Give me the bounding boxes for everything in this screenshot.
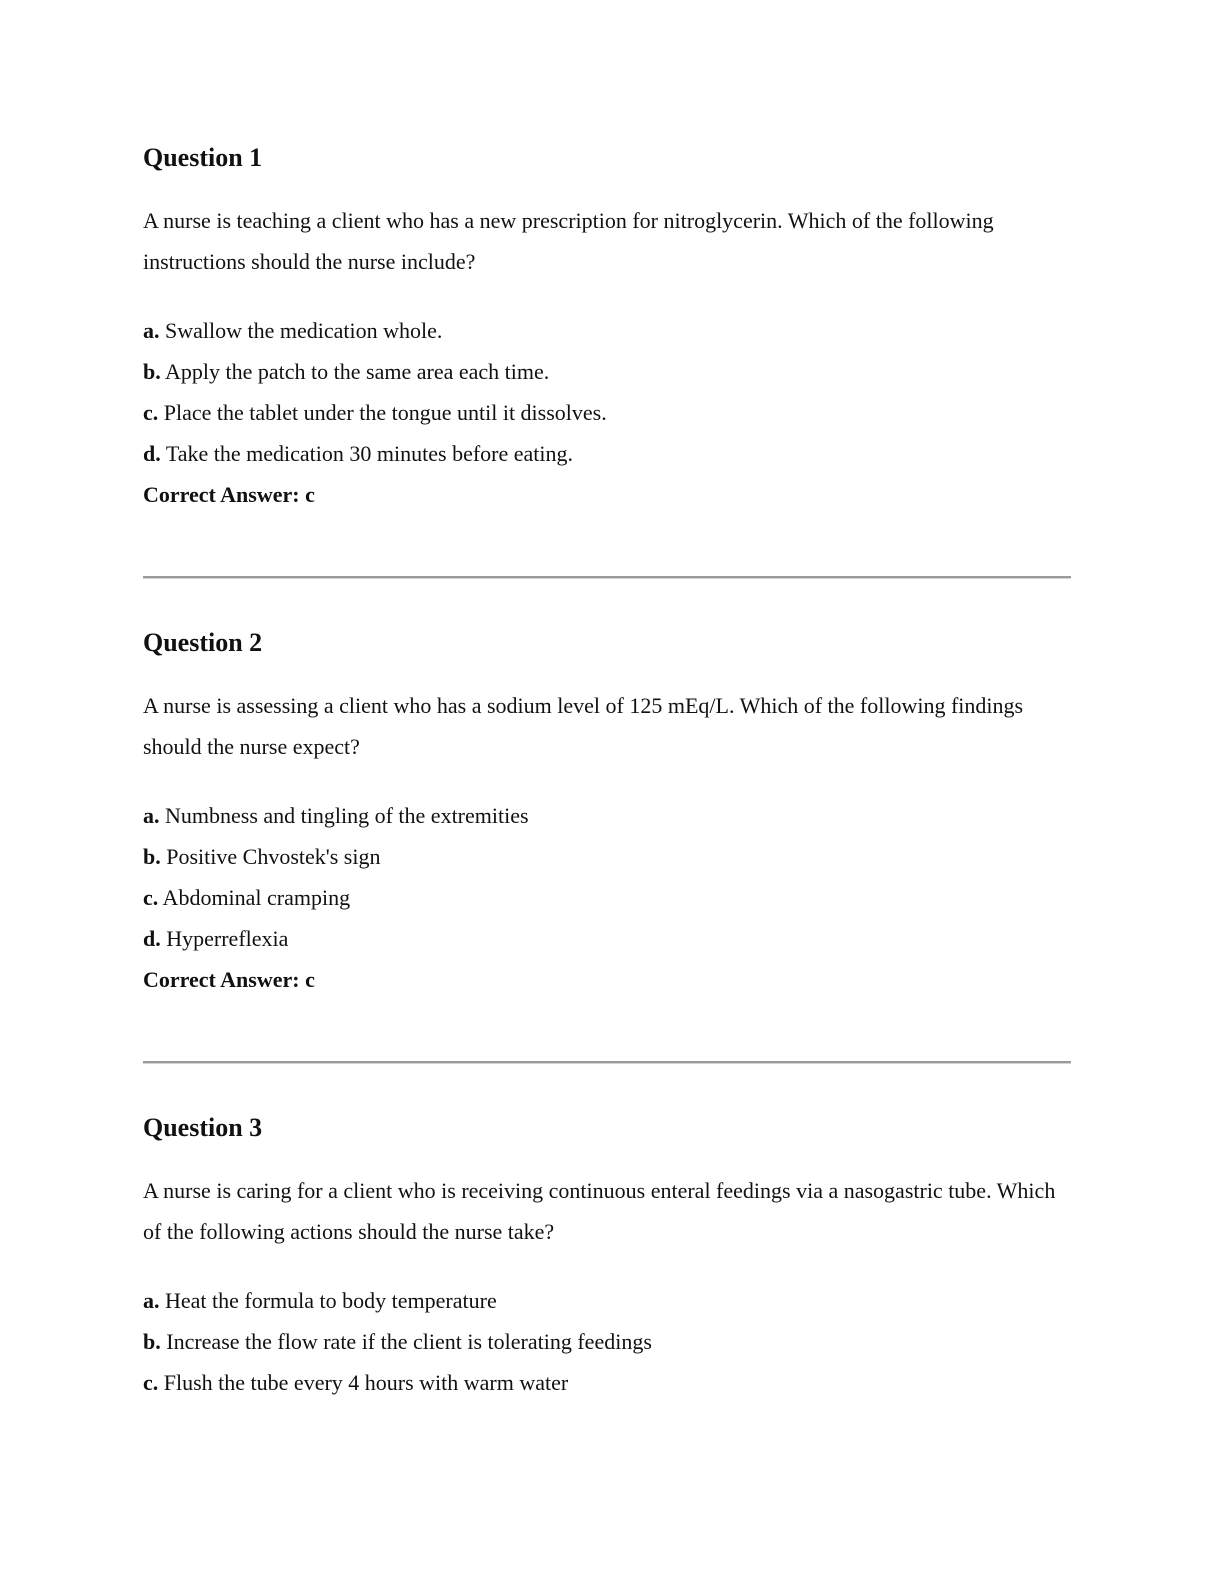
option-text: Hyperreflexia xyxy=(160,926,289,951)
option-letter: a. xyxy=(143,803,160,828)
question-title: Question 2 xyxy=(143,628,263,657)
section-divider xyxy=(143,1061,1071,1064)
option-letter: d. xyxy=(143,441,161,466)
correct-answer: Correct Answer: c xyxy=(143,482,315,507)
option-text: Numbness and tingling of the extremities xyxy=(159,803,529,828)
option-d xyxy=(143,433,1071,474)
option-a xyxy=(143,795,1071,836)
option-text: Flush the tube every 4 hours with warm water xyxy=(158,1370,569,1395)
option-text: Apply the patch to the same area each time. xyxy=(160,359,550,384)
option-text: Heat the formula to body temperature xyxy=(159,1288,497,1313)
option-list xyxy=(143,1280,1071,1403)
option-c xyxy=(143,1362,1071,1403)
question-stem: A nurse is caring for a client who is receiving continuous enteral feedings via a nasogastric tube. Which of the following actions should the nurse take? xyxy=(143,1178,1056,1244)
option-text: Increase the flow rate if the client is tolerating feedings xyxy=(160,1329,652,1354)
option-letter: a. xyxy=(143,318,160,343)
option-letter: c. xyxy=(143,1370,159,1395)
option-d xyxy=(143,918,1071,959)
option-c xyxy=(143,392,1071,433)
option-letter: b. xyxy=(143,1329,161,1354)
option-text: Place the tablet under the tongue until it dissolves. xyxy=(158,400,607,425)
option-letter: d. xyxy=(143,926,161,951)
option-b xyxy=(143,836,1071,877)
question-title: Question 3 xyxy=(143,1113,263,1142)
option-a xyxy=(143,310,1071,351)
option-text: Positive Chvostek's sign xyxy=(160,844,381,869)
option-a xyxy=(143,1280,1071,1321)
option-text: Abdominal cramping xyxy=(158,885,351,910)
question-stem: A nurse is teaching a client who has a new prescription for nitroglycerin. Which of the following instructions should the nurse include? xyxy=(143,208,994,274)
option-text: Take the medication 30 minutes before eating. xyxy=(160,441,574,466)
option-letter: a. xyxy=(143,1288,160,1313)
option-letter: c. xyxy=(143,885,159,910)
correct-answer: Correct Answer: c xyxy=(143,967,315,992)
section-divider xyxy=(143,576,1071,579)
option-letter: c. xyxy=(143,400,159,425)
option-b xyxy=(143,351,1071,392)
option-list xyxy=(143,795,1071,1000)
option-list xyxy=(143,310,1071,515)
option-letter: b. xyxy=(143,359,161,384)
question-title: Question 1 xyxy=(143,143,263,172)
question-stem: A nurse is assessing a client who has a sodium level of 125 mEq/L. Which of the following findings should the nurse expect? xyxy=(143,693,1024,759)
option-letter: b. xyxy=(143,844,161,869)
option-c xyxy=(143,877,1071,918)
option-b xyxy=(143,1321,1071,1362)
option-text: Swallow the medication whole. xyxy=(159,318,443,343)
